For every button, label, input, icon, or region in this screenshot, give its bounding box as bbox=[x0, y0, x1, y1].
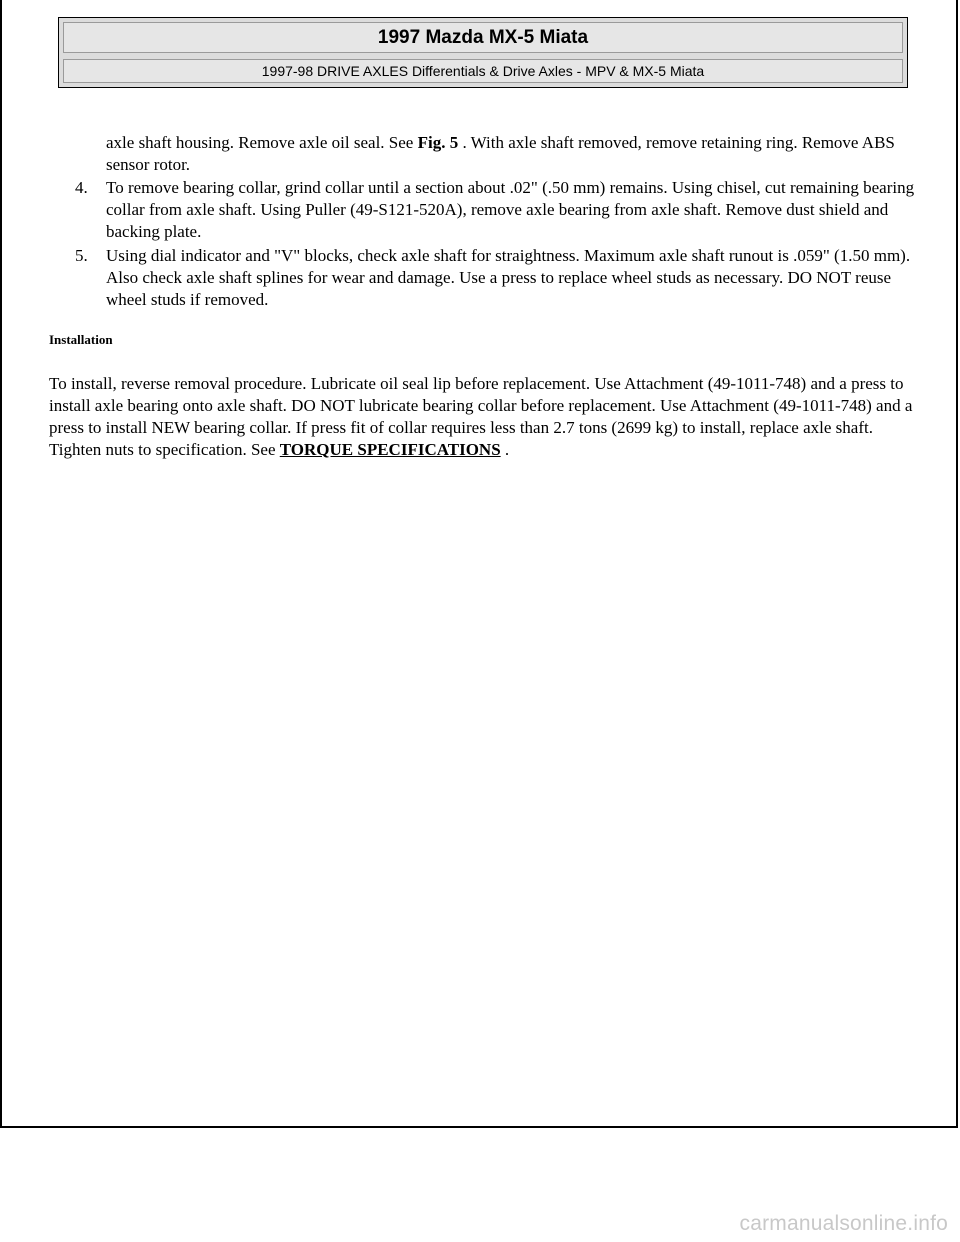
page-frame-left bbox=[0, 0, 2, 1128]
page-frame-right bbox=[956, 0, 958, 1128]
watermark: carmanualsonline.info bbox=[739, 1212, 948, 1235]
continued-text-end: . With axle shaft removed, remove retaining ring. Remove ABS sensor rotor. bbox=[106, 133, 895, 174]
step-text: To remove bearing collar, grind collar until a section about .02" (.50 mm) remains. Using chisel, cut remaining bearing collar from axle shaft. Using Puller (49-S121-520A), remove axle bearing from axle shaft. Remove dust shield and backing plate. bbox=[106, 178, 915, 241]
installation-text-end: . bbox=[500, 440, 510, 459]
step-number: 4. bbox=[75, 178, 88, 197]
header-title-bar bbox=[63, 22, 903, 53]
document-header bbox=[58, 17, 908, 88]
step-number: 5. bbox=[75, 246, 88, 265]
header-subtitle-bar bbox=[63, 59, 903, 83]
document-title: 1997 Mazda MX-5 Miata bbox=[377, 26, 589, 48]
page-frame-bottom bbox=[0, 1126, 958, 1128]
continued-text-start: axle shaft housing. Remove axle oil seal. See bbox=[106, 133, 418, 152]
continued-step-text bbox=[106, 132, 916, 176]
torque-specifications-link[interactable]: TORQUE SPECIFICATIONS bbox=[279, 440, 501, 459]
fig-5-link[interactable]: Fig. 5 bbox=[417, 133, 459, 152]
document-subtitle: 1997-98 DRIVE AXLES Differentials & Drive Axles - MPV & MX-5 Miata bbox=[261, 63, 705, 79]
installation-text: To install, reverse removal procedure. Lubricate oil seal lip before replacement. Use Attachment (49-1011-748) and a press to install axle bearing onto axle shaft. DO NOT lubricate bearing collar before replacement. Use Attachment (49-1011-748) and a press to install NEW bearing collar. If press fit of collar requires less than 2.7 tons (2699 kg) to install, replace axle shaft. Tighten nuts to specification. See bbox=[49, 374, 913, 459]
installation-heading: Installation bbox=[49, 332, 113, 347]
step-text: Using dial indicator and "V" blocks, check axle shaft for straightness. Maximum axle shaft runout is .059" (1.50 mm). Also check axle shaft splines for wear and damage. Use a press to replace wheel studs as necessary. DO NOT reuse wheel studs if removed. bbox=[106, 246, 911, 309]
installation-paragraph bbox=[49, 373, 919, 461]
